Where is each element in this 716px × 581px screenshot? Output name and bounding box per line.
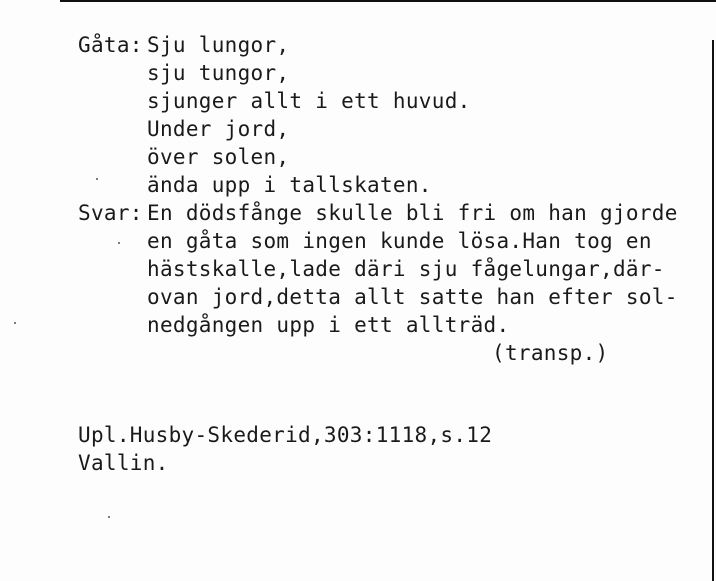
riddle-line-2: sju tungor, — [147, 61, 290, 85]
card-top-border — [60, 0, 716, 2]
paper-speck — [108, 516, 110, 518]
riddle-line-3: sjunger allt i ett huvud. — [147, 89, 471, 113]
answer-line-5: nedgången upp i ett allträd. — [147, 313, 510, 337]
paper-speck — [118, 242, 120, 244]
riddle-line-4: Under jord, — [147, 117, 290, 141]
answer-line-4: ovan jord,detta allt satte han efter sol- — [147, 285, 678, 309]
answer-label: Svar: — [78, 201, 143, 225]
riddle-line-6: ända upp i tallskaten. — [147, 173, 432, 197]
reference-source: Upl.Husby-Skederid,303:1118,s.12 — [78, 423, 493, 447]
card-right-border — [712, 40, 714, 581]
answer-note: (transp.) — [492, 341, 609, 365]
riddle-label: Gåta: — [78, 33, 143, 57]
answer-line-3: hästskalle,lade däri sju fågelungar,där- — [147, 257, 665, 281]
paper-speck — [14, 322, 16, 324]
riddle-line-5: över solen, — [147, 145, 290, 169]
reference-collector: Vallin. — [78, 451, 169, 475]
answer-line-1: En dödsfånge skulle bli fri om han gjorde — [147, 201, 678, 225]
answer-line-2: en gåta som ingen kunde lösa.Han tog en — [147, 229, 652, 253]
riddle-line-1: Sju lungor, — [147, 33, 290, 57]
paper-speck — [96, 178, 98, 180]
